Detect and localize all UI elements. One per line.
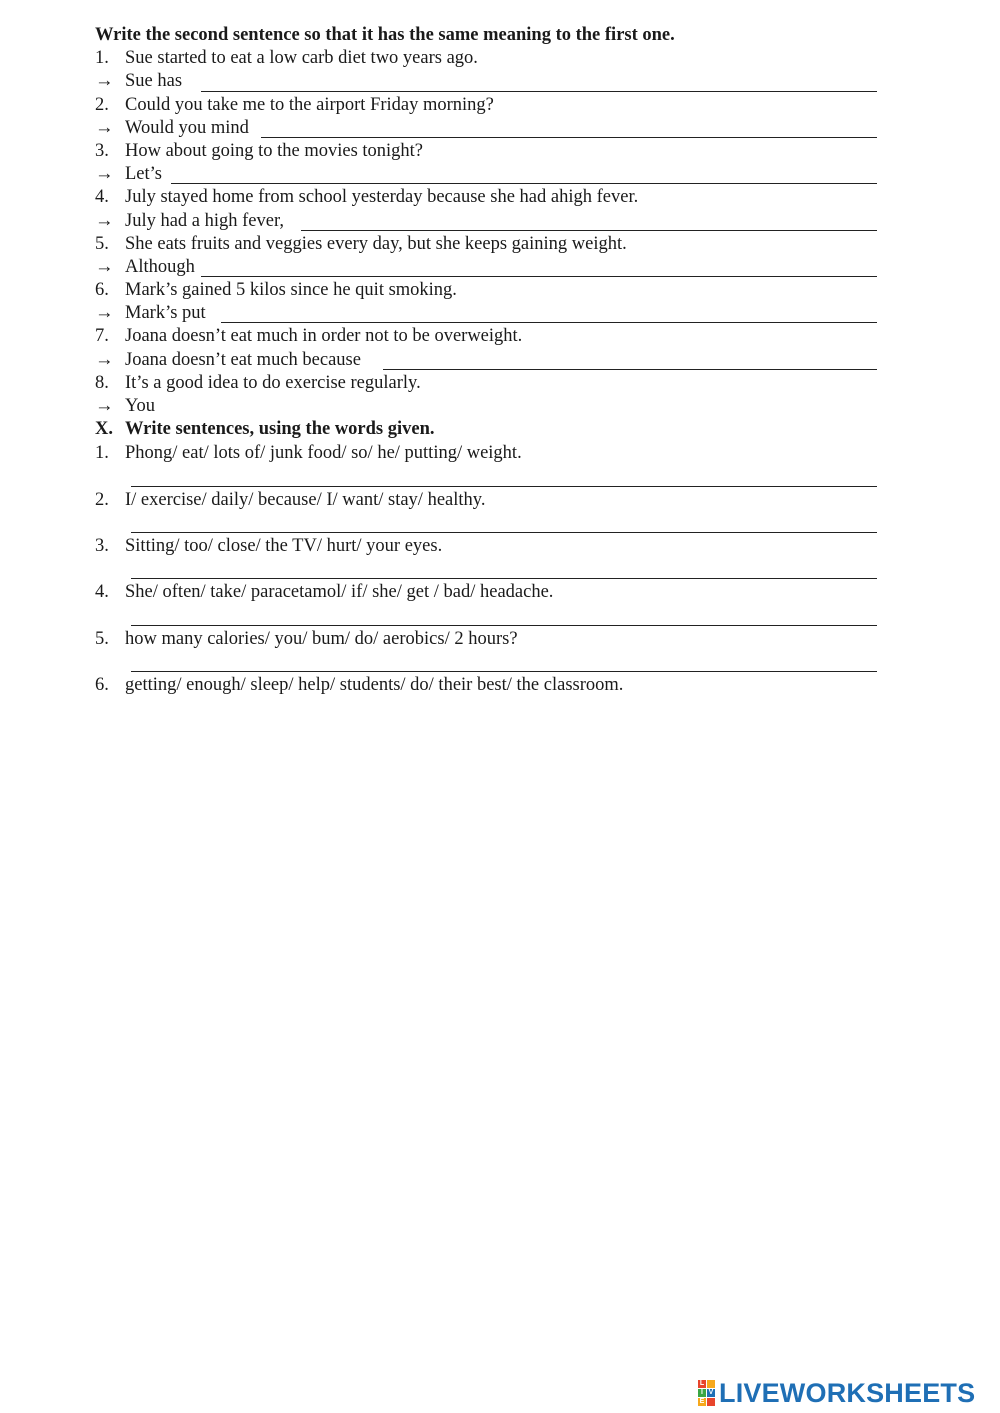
part2-item-6: 6. getting/ enough/ sleep/ help/ students/ do/ their best/ the classroom. (95, 675, 624, 696)
part1-answer-1: → Sue has (95, 70, 877, 93)
part1-item-2: 2. Could you take me to the airport Friday morning? (95, 94, 494, 115)
part1-answer-7: → Joana doesn’t eat much because (95, 349, 877, 372)
liveworksheets-logo (698, 1378, 975, 1408)
answer-input-3[interactable] (171, 183, 877, 184)
answer-input-6[interactable] (221, 322, 877, 323)
answer-input-1[interactable] (201, 91, 877, 92)
part2-answer-4 (95, 605, 877, 628)
write-input-1[interactable] (131, 486, 877, 487)
part2-heading: X. Write sentences, using the words given. (95, 419, 435, 440)
worksheet (95, 24, 877, 697)
part2-answer-1 (95, 465, 877, 488)
part1-answer-6: → Mark’s put (95, 302, 877, 325)
write-input-5[interactable] (131, 671, 877, 672)
answer-input-2[interactable] (261, 137, 877, 138)
part2-answer-5 (95, 651, 877, 674)
part2-answer-2 (95, 512, 877, 535)
write-input-4[interactable] (131, 625, 877, 626)
part2-item-5: 5. how many calories/ you/ bum/ do/ aerobics/ 2 hours? (95, 628, 518, 649)
part1-answer-8: → You (95, 396, 156, 416)
part1-answer-2: → Would you mind (95, 117, 877, 140)
logo-text: LIVEWORKSHEETS (719, 1377, 976, 1408)
part2-answer-3 (95, 558, 877, 581)
write-input-2[interactable] (131, 532, 877, 533)
part1-item-1: 1. Sue started to eat a low carb diet two years ago. (95, 48, 478, 69)
part1-answer-5: → Although (95, 256, 877, 279)
logo-mark-icon: L I V E (699, 1380, 714, 1405)
part1-answer-3: → Let’s (95, 163, 877, 186)
answer-input-7[interactable] (383, 369, 877, 370)
part1-item-6: 6. Mark’s gained 5 kilos since he quit smoking. (95, 280, 457, 301)
part1-item-7: 7. Joana doesn’t eat much in order not to be overweight. (95, 326, 523, 347)
part1-item-4: 4. July stayed home from school yesterday because she had ahigh fever. (95, 187, 639, 208)
part1-instruction: Write the second sentence so that it has the same meaning to the first one. (95, 25, 675, 45)
part2-item-3: 3. Sitting/ too/ close/ the TV/ hurt/ your eyes. (95, 535, 443, 556)
write-input-3[interactable] (131, 578, 877, 579)
part1-item-5: 5. She eats fruits and veggies every day, but she keeps gaining weight. (95, 233, 627, 254)
part1-item-3: 3. How about going to the movies tonight? (95, 140, 424, 161)
part2-item-1: 1. Phong/ eat/ lots of/ junk food/ so/ he/ putting/ weight. (95, 443, 522, 464)
part1-item-8: 8. It’s a good idea to do exercise regularly. (95, 372, 421, 393)
answer-input-4[interactable] (301, 230, 877, 231)
part2-item-4: 4. She/ often/ take/ paracetamol/ if/ she/ get / bad/ headache. (95, 582, 554, 603)
answer-input-5[interactable] (201, 276, 877, 277)
part2-item-2: 2. I/ exercise/ daily/ because/ I/ want/ stay/ healthy. (95, 489, 486, 510)
part1-answer-4: → July had a high fever, (95, 210, 877, 233)
